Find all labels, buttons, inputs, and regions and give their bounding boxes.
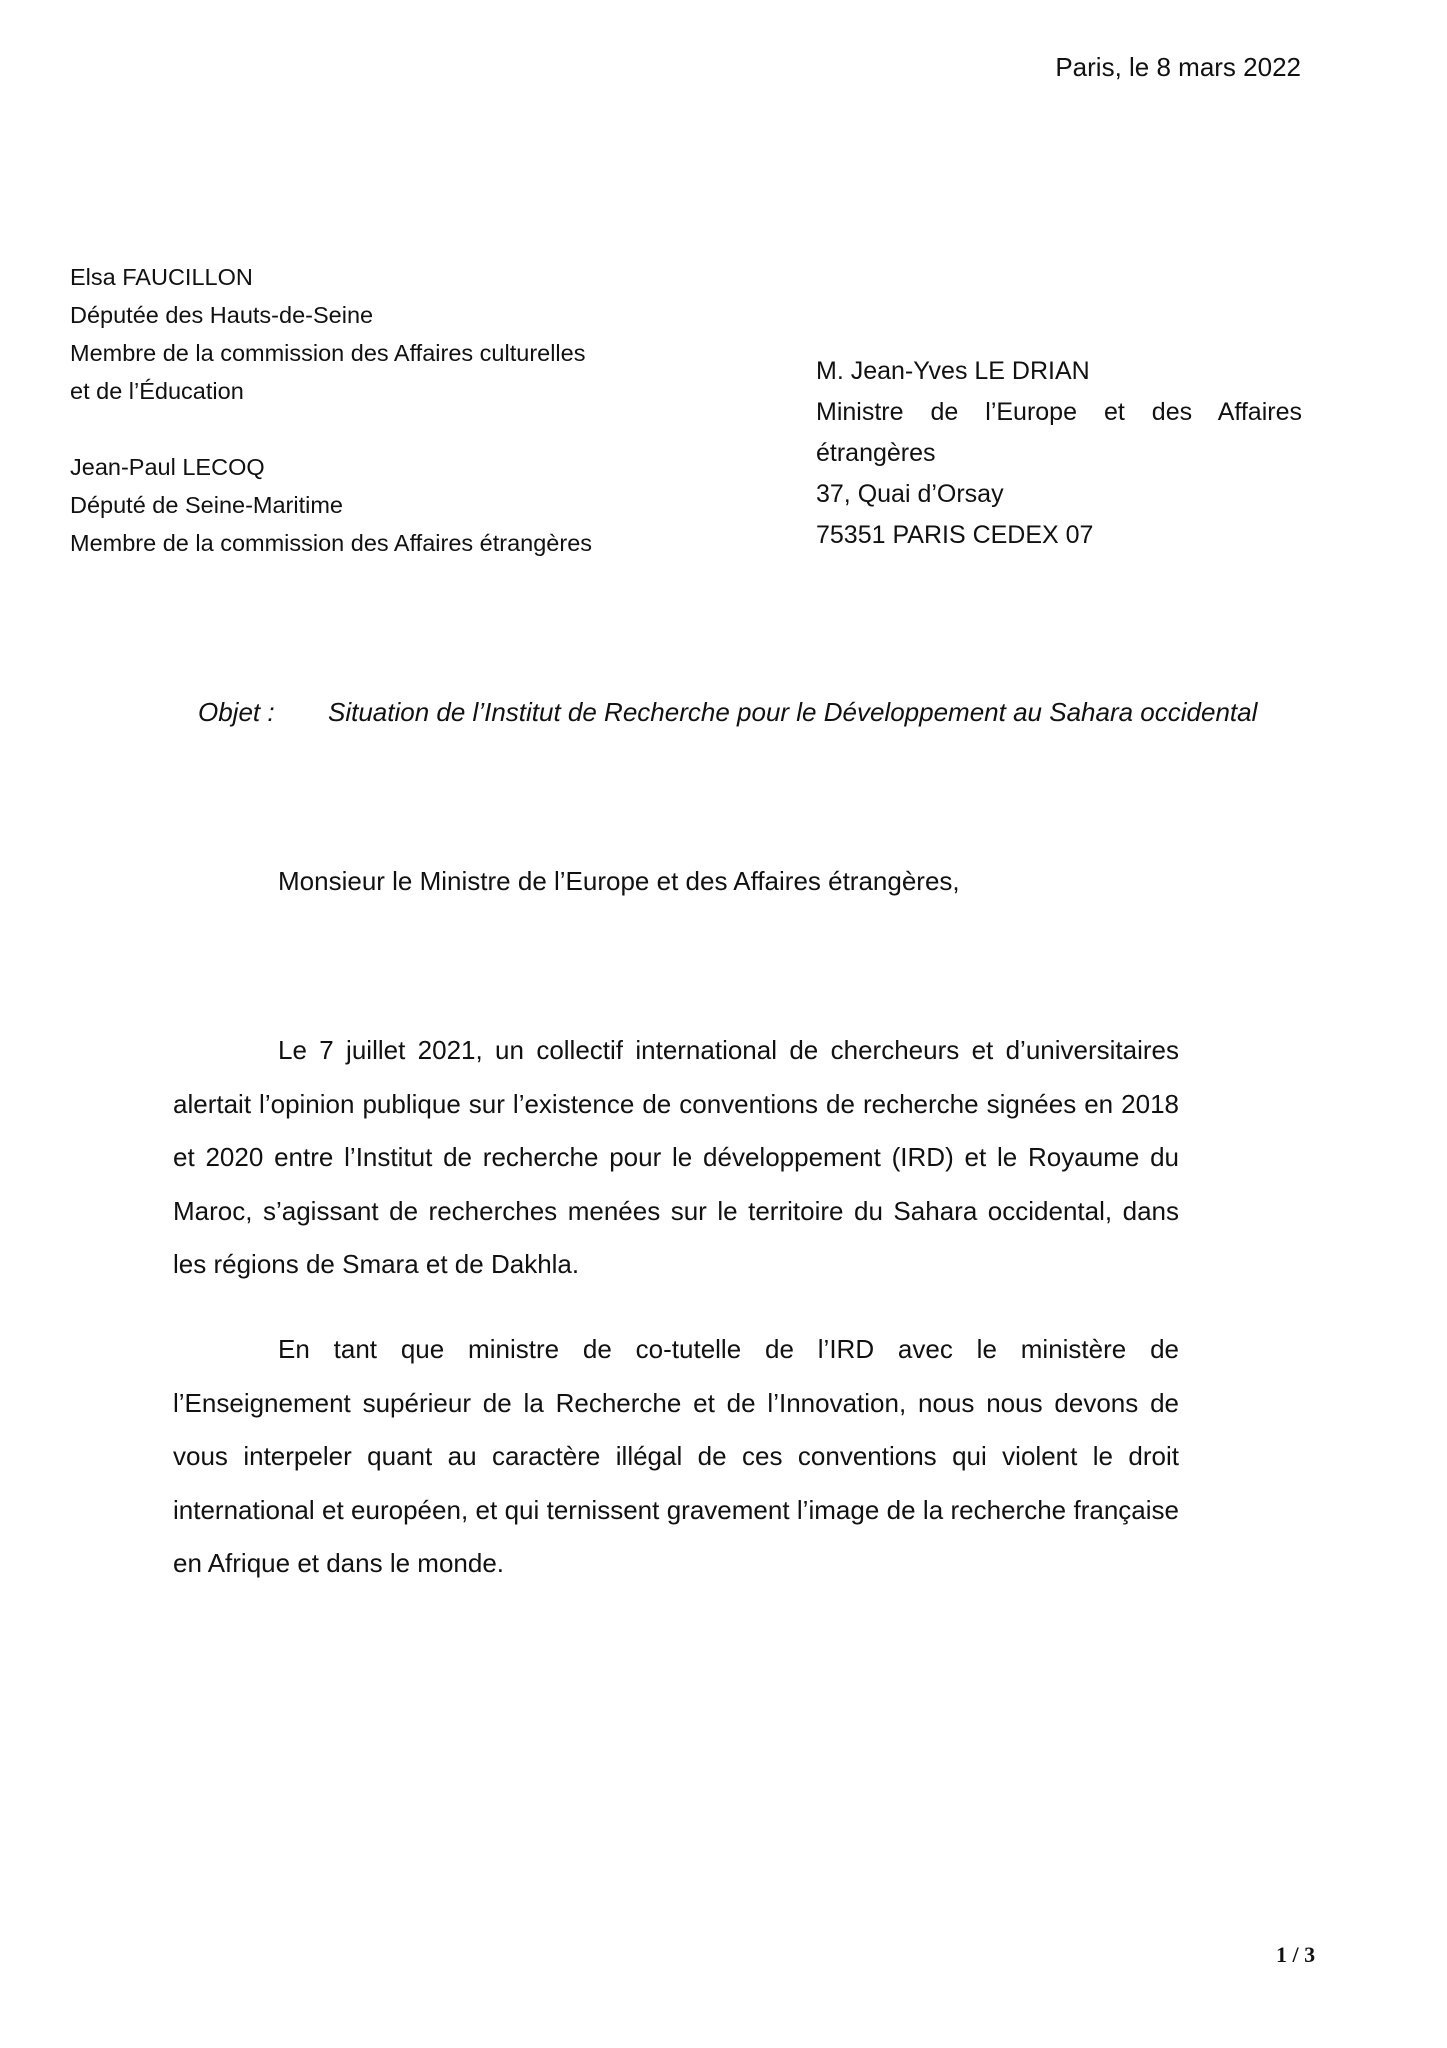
body-paragraph-1-container — [173, 1024, 1179, 1292]
recipient-address-line2: 75351 PARIS CEDEX 07 — [816, 521, 1094, 549]
recipient-block — [816, 351, 1302, 556]
sender-2-name: Jean-Paul LECOQ — [70, 454, 265, 480]
body-paragraph: En tant que ministre de co-tutelle de l’IRD avec le ministère de l’Enseignement supérieur de la Recherche et de l’Innovation, nous nous devons de vous interpeler quant au caractère illégal de ces conventions qui violent le droit international et européen, et qui ternissent gravement l’image de la recherche française en Afrique et dans le monde. — [173, 1334, 1179, 1578]
subject-line — [198, 697, 1257, 728]
sender-spacer — [70, 410, 592, 448]
recipient-title-line1: Ministre de l’Europe et des Affaires — [816, 398, 1302, 426]
sender-2-role: Membre de la commission des Affaires étrangères — [70, 530, 593, 556]
sender-2-title: Député de Seine-Maritime — [70, 492, 343, 518]
sender-1-name: Elsa FAUCILLON — [70, 264, 253, 290]
page-number: 1 / 3 — [1276, 1942, 1316, 1967]
recipient-address-line1: 37, Quai d’Orsay — [816, 480, 1004, 508]
sender-block — [70, 258, 592, 562]
body-paragraph: Le 7 juillet 2021, un collectif international de chercheurs et d’universitaires alertait l’opinion publique sur l’existence de conventions de recherche signées en 2018 et 2020 entre l’Institut de recherche pour le développement (IRD) et le Royaume du Maroc, s’agissant de recherches menées sur le territoire du Sahara occidental, dans les régions de Smara et de Dakhla. — [173, 1035, 1179, 1279]
recipient-name: M. Jean-Yves LE DRIAN — [816, 357, 1090, 385]
subject-text: Situation de l’Institut de Recherche pour le Développement au Sahara occidental — [328, 697, 1258, 727]
sender-1-role-line1: Membre de la commission des Affaires culturelles — [70, 340, 586, 366]
place-date: Paris, le 8 mars 2022 — [1055, 52, 1301, 82]
body-paragraph-2-container — [173, 1323, 1179, 1591]
sender-1-title: Députée des Hauts-de-Seine — [70, 302, 374, 328]
sender-1-role-line2: et de l’Éducation — [70, 378, 244, 404]
recipient-title-line2: étrangères — [816, 439, 936, 467]
subject-label: Objet : — [198, 697, 275, 727]
salutation: Monsieur le Ministre de l’Europe et des Affaires étrangères, — [278, 866, 960, 896]
